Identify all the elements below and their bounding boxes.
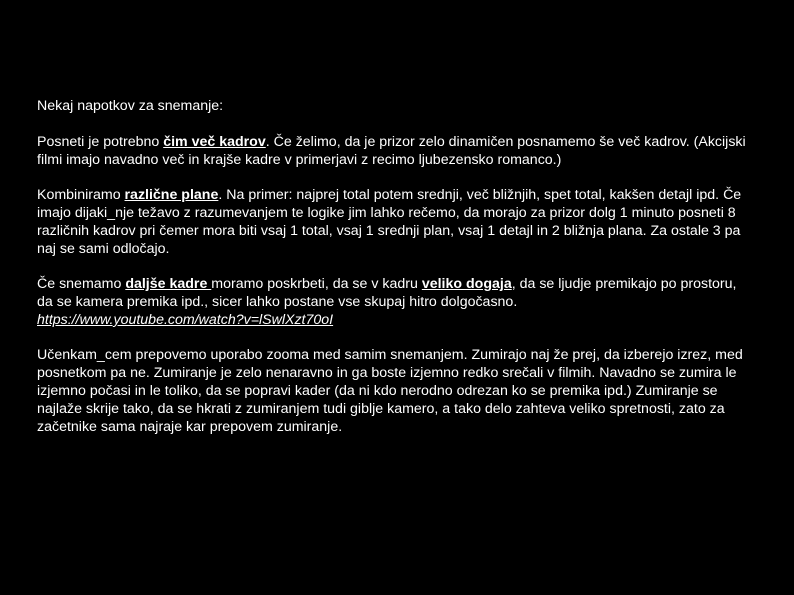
slide-title: Nekaj napotkov za snemanje: xyxy=(37,98,224,114)
p4-text: Učenkam_cem prepovemo uporabo zooma med samim snemanjem. Zumirajo naj že prej, da izberejo izrez, med posnetkom pa ne. Zumiranje je zelo nenaravno in ga boste izjemno redko srečali v filmih. Navadno se zumira le izjemno počasi in le toliko, da se popravi kader (da ni kdo nerodno odrezan ko se premika ipd.) Zumiranje se najlaže skrije tako, da se hkrati z zumiranjem tudi giblje kamero, a tako delo zahteva veliko spretnosti, zato za začetnike sama najraje kar prepovem zumiranje. xyxy=(37,347,743,435)
p1-text-a: Posneti je potrebno xyxy=(37,134,164,150)
p3-highlight-action: veliko dogaja xyxy=(421,276,512,292)
paragraph-shots xyxy=(37,133,752,169)
paragraph-planes xyxy=(37,186,752,258)
youtube-link[interactable]: https://www.youtube.com/watch?v=lSwlXzt70oI xyxy=(37,312,334,328)
paragraph-zoom xyxy=(37,346,752,436)
p2-highlight: različne plane xyxy=(124,187,219,203)
p1-highlight: čim več kadrov xyxy=(163,134,266,150)
slide-content xyxy=(37,97,752,453)
paragraph-long-shots xyxy=(37,275,752,329)
p3-text-a: Če snemamo xyxy=(37,276,126,292)
p3-text-c: moramo poskrbeti, da se v kadru xyxy=(211,276,422,292)
p3-text-e: , da se ljudje premikajo po prostoru, da se kamera premika ipd., sicer lahko postane vse skupaj hitro dolgočasno. xyxy=(37,276,737,310)
p2-text-a: Kombiniramo xyxy=(37,187,125,203)
p1-text-c: . Če želimo, da je prizor zelo dinamičen posnamemo še več kadrov. (Akcijski filmi imajo navadno več in krajše kadre v primerjavi z recimo ljubezensko romanco.) xyxy=(37,134,746,168)
p3-highlight-long-shots: daljše kadre xyxy=(125,276,212,292)
p2-text-c: . Na primer: najprej total potem srednji, več bližnjih, spet total, kakšen detajl ipd. Če imajo dijaki_nje težavo z razumevanjem te logike jim lahko rečemo, da morajo za prizor dolg 1 minuto posneti 8 različnih kadrov pri čemer mora biti vsaj 1 total, vsaj 1 srednji plan, vsaj 1 detajl in 2 bližnja plana. Za ostale 3 pa naj se sami odločajo. xyxy=(37,187,742,257)
